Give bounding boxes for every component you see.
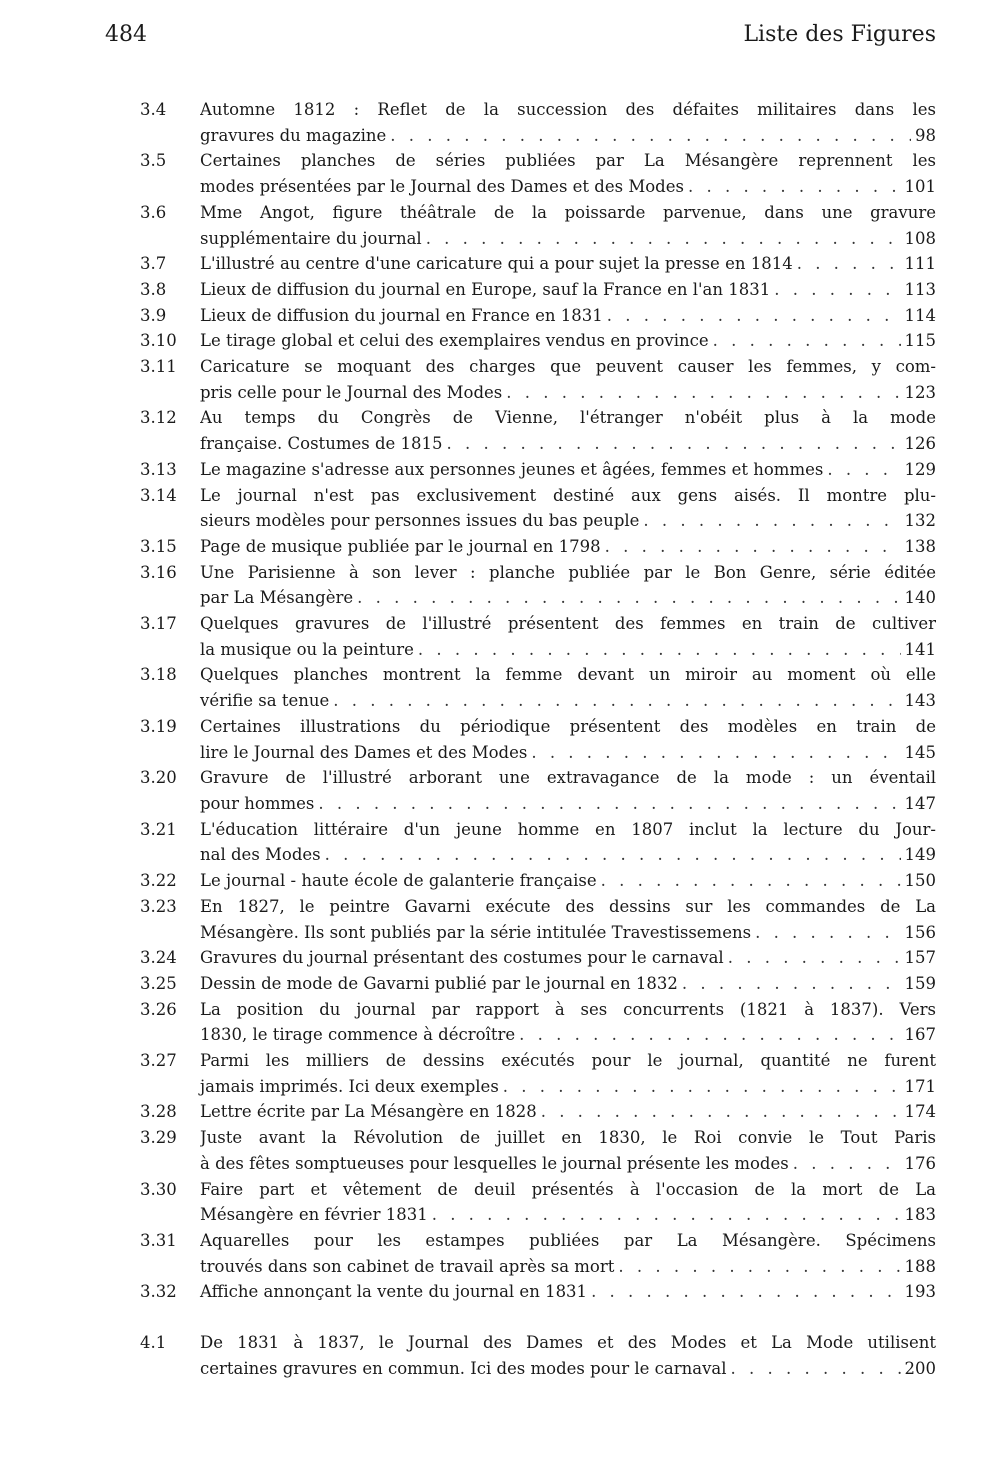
page-reference: 132	[904, 511, 936, 531]
figure-entry	[140, 894, 936, 945]
figure-caption-line: Le magazine s'adresse aux personnes jeunes et âgées, femmes et hommes	[200, 459, 824, 479]
figure-number: 3.25	[140, 973, 177, 993]
figure-entry	[140, 457, 936, 483]
figure-entry	[140, 1099, 936, 1125]
dot-leader	[432, 1202, 901, 1228]
dot-leader	[447, 431, 901, 457]
figure-caption-line: Lettre écrite par La Mésangère en 1828	[200, 1102, 537, 1122]
figure-number: 3.15	[140, 536, 177, 556]
figure-caption-line: Caricature se moquant des charges que peuvent causer les femmes, y com-	[200, 357, 936, 377]
page-number: 484	[105, 22, 147, 47]
figure-list	[140, 97, 936, 1381]
figure-caption-line: sieurs modèles pour personnes issues du bas peuple	[200, 511, 640, 531]
dot-leader	[601, 868, 901, 894]
page-reference: 98	[915, 125, 936, 145]
figure-entry	[140, 945, 936, 971]
figure-caption-line: De 1831 à 1837, le Journal des Dames et des Modes et La Mode utilisent	[200, 1333, 936, 1353]
figure-caption-line: 1830, le tirage commence à décroître	[200, 1025, 516, 1045]
figure-entry	[140, 611, 936, 662]
figure-number: 3.31	[140, 1230, 177, 1250]
figure-caption-line: par La Mésangère	[200, 588, 354, 608]
figure-caption-line: L'éducation littéraire d'un jeune homme en 1807 inclut la lecture du Jour-	[200, 819, 936, 839]
figure-number: 3.16	[140, 562, 177, 582]
page-reference: 188	[904, 1256, 936, 1276]
dot-leader	[774, 277, 900, 303]
page-reference: 145	[904, 742, 936, 762]
page-reference: 174	[904, 1102, 936, 1122]
page-reference: 141	[904, 639, 936, 659]
figure-caption-line: supplémentaire du journal	[200, 228, 422, 248]
page-reference: 147	[904, 793, 936, 813]
dot-leader	[541, 1099, 901, 1125]
figure-caption-line: à des fêtes somptueuses pour lesquelles le journal présente les modes	[200, 1153, 789, 1173]
figure-number: 3.23	[140, 896, 177, 916]
figure-entry	[140, 148, 936, 199]
page-reference: 108	[904, 228, 936, 248]
figure-caption-line: Mésangère en février 1831	[200, 1205, 428, 1225]
figure-entry	[140, 1048, 936, 1099]
figure-caption-line: L'illustré au centre d'une caricature qui a pour sujet la presse en 1814	[200, 254, 793, 274]
figure-caption-line: Affiche annonçant la vente du journal en 1831	[200, 1282, 588, 1302]
figure-caption-line: trouvés dans son cabinet de travail après sa mort	[200, 1256, 615, 1276]
dot-leader	[728, 945, 901, 971]
figure-caption-line: Certaines illustrations du périodique présentent des modèles en train de	[200, 716, 936, 736]
page-reference: 156	[904, 922, 936, 942]
figure-caption-line: certaines gravures en commun. Ici des modes pour le carnaval	[200, 1358, 727, 1378]
figure-caption-line: nal des Modes	[200, 845, 321, 865]
figure-caption-line: la musique ou la peinture	[200, 639, 414, 659]
figure-number: 3.26	[140, 999, 177, 1019]
figure-caption-line: Lieux de diffusion du journal en France en 1831	[200, 305, 603, 325]
figure-number: 3.22	[140, 871, 177, 891]
page-reference: 115	[904, 331, 936, 351]
figure-number: 3.20	[140, 768, 177, 788]
figure-caption-line: française. Costumes de 1815	[200, 434, 443, 454]
figure-number: 3.6	[140, 202, 167, 222]
figure-number: 3.21	[140, 819, 177, 839]
figure-caption-line: Mme Angot, figure théâtrale de la poissarde parvenue, dans une gravure	[200, 202, 936, 222]
figure-entry	[140, 1125, 936, 1176]
dot-leader	[591, 1279, 900, 1305]
page-reference: 111	[904, 254, 936, 274]
figure-entry	[140, 483, 936, 534]
figure-caption-line: Au temps du Congrès de Vienne, l'étranger n'obéit plus à la mode	[200, 408, 936, 428]
page-reference: 101	[904, 177, 936, 197]
figure-caption-line: En 1827, le peintre Gavarni exécute des dessins sur les commandes de La	[200, 896, 936, 916]
figure-number: 4.1	[140, 1333, 167, 1353]
figure-entry	[140, 200, 936, 251]
figure-entry	[140, 1279, 936, 1305]
page-reference: 123	[904, 382, 936, 402]
figure-number: 3.18	[140, 665, 177, 685]
dot-leader	[731, 1356, 901, 1382]
figure-entry	[140, 405, 936, 456]
figure-entry	[140, 714, 936, 765]
figure-caption-line: Gravures du journal présentant des costumes pour le carnaval	[200, 948, 724, 968]
figure-entry	[140, 328, 936, 354]
dot-leader	[713, 328, 901, 354]
figure-caption-line: Quelques gravures de l'illustré présentent des femmes en train de cultiver	[200, 614, 936, 634]
dot-leader	[827, 457, 900, 483]
dot-leader	[418, 637, 901, 663]
dot-leader	[318, 791, 900, 817]
figure-number: 3.29	[140, 1128, 177, 1148]
figure-entry	[140, 251, 936, 277]
page-reference: 126	[904, 434, 936, 454]
figure-entry	[140, 765, 936, 816]
dot-leader	[688, 174, 901, 200]
dot-leader	[793, 1151, 901, 1177]
figure-caption-line: modes présentées par le Journal des Dames et des Modes	[200, 177, 684, 197]
figure-entry	[140, 1177, 936, 1228]
figure-entry	[140, 277, 936, 303]
figure-number: 3.30	[140, 1179, 177, 1199]
page-reference: 200	[904, 1358, 936, 1378]
figure-entry	[140, 971, 936, 997]
figure-caption-line: pris celle pour le Journal des Modes	[200, 382, 503, 402]
figure-caption-line: Quelques planches montrent la femme devant un miroir au moment où elle	[200, 665, 936, 685]
figure-number: 3.17	[140, 614, 177, 634]
figure-entry	[140, 354, 936, 405]
figure-entry	[140, 97, 936, 148]
figure-number: 3.19	[140, 716, 177, 736]
figure-caption-line: Lieux de diffusion du journal en Europe, sauf la France en l'an 1831	[200, 279, 771, 299]
figure-caption-line: Le journal - haute école de galanterie française	[200, 871, 597, 891]
page-reference: 157	[904, 948, 936, 968]
dot-leader	[325, 842, 901, 868]
figure-caption-line: Une Parisienne à son lever : planche publiée par le Bon Genre, série éditée	[200, 562, 936, 582]
figure-caption-line: Mésangère. Ils sont publiés par la série intitulée Travestissemens	[200, 922, 752, 942]
figure-number: 3.13	[140, 459, 177, 479]
page-reference: 171	[904, 1076, 936, 1096]
figure-caption-line: gravures du magazine	[200, 125, 387, 145]
figure-caption-line: Certaines planches de séries publiées par La Mésangère reprennent les	[200, 151, 936, 171]
section-title: Liste des Figures	[743, 22, 936, 47]
page-reference: 149	[904, 845, 936, 865]
figure-number: 3.28	[140, 1102, 177, 1122]
figure-entry	[140, 1228, 936, 1279]
dot-leader	[357, 585, 900, 611]
page-reference: 193	[904, 1282, 936, 1302]
figure-caption-line: Automne 1812 : Reflet de la succession des défaites militaires dans les	[200, 100, 936, 119]
dot-leader	[643, 508, 900, 534]
figure-number: 3.7	[140, 254, 167, 274]
figure-number: 3.27	[140, 1051, 177, 1071]
figure-caption-line: jamais imprimés. Ici deux exemples	[200, 1076, 499, 1096]
page-reference: 143	[904, 691, 936, 711]
page-reference: 138	[904, 536, 936, 556]
figure-caption-line: Juste avant la Révolution de juillet en 1830, le Roi convie le Tout Paris	[200, 1128, 936, 1148]
page-reference: 159	[904, 973, 936, 993]
page-reference: 140	[904, 588, 936, 608]
figure-caption-line: Dessin de mode de Gavarni publié par le journal en 1832	[200, 973, 678, 993]
page-reference: 150	[904, 871, 936, 891]
dot-leader	[506, 380, 900, 406]
figure-caption-line: Page de musique publiée par le journal en 1798	[200, 536, 601, 556]
page-reference: 129	[904, 459, 936, 479]
dot-leader	[755, 920, 900, 946]
dot-leader	[618, 1254, 900, 1280]
running-head	[105, 22, 936, 58]
figure-entry	[140, 997, 936, 1048]
dot-leader	[333, 688, 900, 714]
figure-number: 3.11	[140, 357, 177, 377]
dot-leader	[390, 123, 911, 149]
dot-leader	[519, 1022, 900, 1048]
dot-leader	[503, 1074, 901, 1100]
figure-caption-line: Le tirage global et celui des exemplaires vendus en province	[200, 331, 709, 351]
dot-leader	[797, 251, 901, 277]
figure-caption-line: pour hommes	[200, 793, 315, 813]
page-reference: 113	[904, 279, 936, 299]
dot-leader	[605, 534, 901, 560]
figure-caption-line: Aquarelles pour les estampes publiées par La Mésangère. Spécimens	[200, 1230, 936, 1250]
page-reference: 167	[904, 1025, 936, 1045]
figure-number: 3.24	[140, 948, 177, 968]
figure-number: 3.5	[140, 151, 167, 171]
figure-number: 3.32	[140, 1282, 177, 1302]
figure-number: 3.8	[140, 279, 167, 299]
dot-leader	[682, 971, 901, 997]
dot-leader	[607, 303, 901, 329]
figure-caption-line: Faire part et vêtement de deuil présentés à l'occasion de la mort de La	[200, 1179, 936, 1199]
figure-caption-line: La position du journal par rapport à ses concurrents (1821 à 1837). Vers	[200, 999, 936, 1019]
figure-entry	[140, 560, 936, 611]
figure-number: 3.4	[140, 100, 167, 119]
figure-caption-line: Parmi les milliers de dessins exécutés pour le journal, quantité ne furent	[200, 1051, 936, 1071]
page-reference: 114	[904, 305, 936, 325]
figure-number: 3.9	[140, 305, 167, 325]
figure-caption-line: Gravure de l'illustré arborant une extravagance de la mode : un éventail	[200, 768, 936, 788]
figure-entry	[140, 868, 936, 894]
figure-entry	[140, 303, 936, 329]
figure-caption-line: lire le Journal des Dames et des Modes	[200, 742, 528, 762]
dot-leader	[426, 226, 901, 252]
figure-caption-line: vérifie sa tenue	[200, 691, 330, 711]
page-reference: 183	[904, 1205, 936, 1225]
figure-number: 3.10	[140, 331, 177, 351]
figure-entry	[140, 1330, 936, 1381]
page-reference: 176	[904, 1153, 936, 1173]
figure-entry	[140, 817, 936, 868]
dot-leader	[531, 740, 900, 766]
figure-caption-line: Le journal n'est pas exclusivement destiné aux gens aisés. Il montre plu-	[200, 485, 936, 505]
figure-number: 3.14	[140, 485, 177, 505]
figure-number: 3.12	[140, 408, 177, 428]
figure-entry	[140, 534, 936, 560]
figure-entry	[140, 662, 936, 713]
